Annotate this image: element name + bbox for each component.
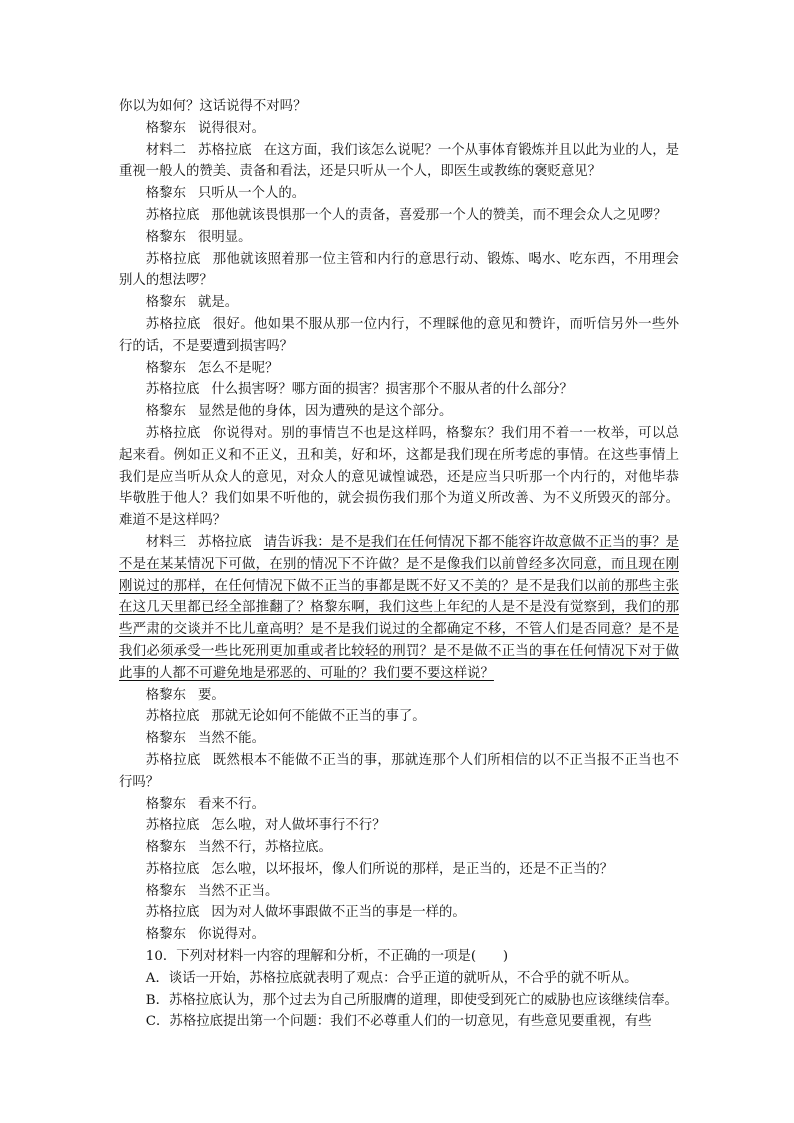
document-paragraph xyxy=(119,205,679,227)
speaker-name: 苏格拉底 xyxy=(145,709,200,725)
speaker-name: 格黎东 xyxy=(145,883,186,899)
speaker-name: 苏格拉底 xyxy=(145,382,200,398)
paragraph-text: 显然是他的身体，因为遭殃的是这个部分。 xyxy=(198,404,453,420)
document-paragraph xyxy=(119,706,679,728)
speaker-name: 苏格拉底 xyxy=(145,251,201,267)
speaker-name: 格黎东 xyxy=(145,731,186,747)
paragraph-text: 你以为如何？这话说得不对吗？ xyxy=(119,99,307,114)
paragraph-text: 那他就该畏惧那一个人的责备，喜爱那一个人的赞美，而不理会众人之见啰？ xyxy=(211,207,667,223)
underlined-passage-text: 请告诉我：是不是我们在任何情况下都不能容许故意做不正当的事？是不是在某某情况下可做，在别的情况下不许做？是不是像我们以前曾经多次同意，而且现在刚刚说过的那样，在任何情况下做不正当的事都是既不好又不美的？是不是我们以前的那些主张在这几天里都已经全部推翻了？格黎东啊，我们这些上年纪的人是不是没有觉察到，我们的那些严肃的交谈并不比儿童高明？是不是我们说过的全都确定不移，不管人们是否同意？是不是我们必须承受一些比死刑更加重或者比较轻的刑罚？是不是做不正当的事在任何情况下对于做此事的人都不可避免地是邪恶的、可耻的？我们要不要这样说？ xyxy=(119,534,680,681)
paragraph-text: A．谈话一开始，苏格拉底就表明了观点：合乎正道的就听从，不合乎的就不听从。 xyxy=(145,970,638,986)
paragraph-text: 那他就该照着那一位主管和内行的意思行动、锻炼、喝水、吃东西，不用理会别人的想法啰？ xyxy=(119,251,680,289)
document-paragraph xyxy=(119,314,679,358)
speaker-name: 苏格拉底 xyxy=(145,905,200,921)
speaker-name: 苏格拉底 xyxy=(145,425,201,441)
speaker-name: 格黎东 xyxy=(145,295,186,311)
document-paragraph xyxy=(119,292,679,314)
document-paragraph xyxy=(119,859,679,881)
speaker-name: 格黎东 xyxy=(145,186,186,202)
document-paragraph xyxy=(119,379,679,401)
document-paragraph xyxy=(119,902,679,924)
paragraph-text: 既然根本不能做不正当的事，那就连那个人们所相信的以不正当报不正当也不行吗？ xyxy=(119,752,680,790)
document-paragraph xyxy=(119,968,679,990)
document-paragraph xyxy=(119,423,679,532)
document-paragraph xyxy=(119,1011,679,1033)
document-paragraph xyxy=(119,532,679,685)
speaker-name: 格黎东 xyxy=(145,360,186,376)
document-paragraph xyxy=(119,815,679,837)
speaker-name: 格黎东 xyxy=(145,404,186,420)
document-paragraph xyxy=(119,837,679,859)
document-paragraph xyxy=(119,227,679,249)
paragraph-text: 那就无论如何不能做不正当的事了。 xyxy=(211,709,426,725)
speaker-name: 格黎东 xyxy=(145,840,186,856)
speaker-name: 格黎东 xyxy=(145,687,186,703)
paragraph-text: 怎么啦，以坏报坏，像人们所说的那样，是正当的，还是不正当的？ xyxy=(211,861,614,877)
speaker-name: 苏格拉底 xyxy=(145,861,200,877)
paragraph-text: 就是。 xyxy=(198,295,239,311)
document-paragraph xyxy=(119,358,679,380)
speaker-name: 苏格拉底 xyxy=(145,207,200,223)
paragraph-text: B．苏格拉底认为，那个过去为自己所服膺的道理，即使受到死亡的威胁也应该继续信奉。 xyxy=(145,992,678,1008)
document-paragraph xyxy=(119,183,679,205)
paragraph-text: 很好。他如果不服从那一位内行，不理睬他的意见和赞许，而听信另外一些外行的话，不是要遭到损害吗？ xyxy=(119,316,680,354)
document-paragraph xyxy=(119,249,679,293)
paragraph-text: 你说得对。别的事情岂不也是这样吗，格黎东？我们用不着一一枚举，可以总起来看。例如正义和不正义，丑和美，好和坏，这都是我们现在所考虑的事情。在这些事情上我们是应当听从众人的意见，对众人的意见诚惶诚恐，还是应当只听那一个内行的，对他毕恭毕敬胜于他人？我们如果不听他的，就会损伤我们那个为道义所改善、为不义所毁灭的部分。难道不是这样吗？ xyxy=(119,425,680,529)
document-paragraph xyxy=(119,990,679,1012)
speaker-name: 格黎东 xyxy=(145,229,186,245)
document-paragraph xyxy=(119,881,679,903)
document-paragraph xyxy=(119,750,679,794)
paragraph-text: 你说得对。 xyxy=(198,927,265,943)
paragraph-text: 当然不能。 xyxy=(198,731,265,747)
material-label: 材料二 xyxy=(145,142,186,158)
speaker-name: 苏格拉底 xyxy=(145,818,200,834)
document-paragraph xyxy=(119,401,679,423)
document-page xyxy=(119,96,679,1033)
paragraph-text: 当然不行，苏格拉底。 xyxy=(198,840,332,856)
document-paragraph xyxy=(119,794,679,816)
speaker-name: 格黎东 xyxy=(145,796,186,812)
speaker-name: 格黎东 xyxy=(145,120,186,136)
paragraph-text: 要。 xyxy=(198,687,225,703)
speaker-name: 苏格拉底 xyxy=(145,752,201,768)
paragraph-text: C．苏格拉底提出第一个问题：我们不必尊重人们的一切意见，有些意见要重视，有些 xyxy=(145,1014,652,1030)
paragraph-text: 在这方面，我们该怎么说呢？一个从事体育锻炼并且以此为业的人，是重视一般人的赞美、责备和看法，还是只听从一个人，即医生或教练的褒贬意见？ xyxy=(119,142,680,180)
paragraph-text: 怎么不是呢？ xyxy=(198,360,279,376)
paragraph-text: 当然不正当。 xyxy=(198,883,279,899)
material-label: 材料三 xyxy=(145,534,186,550)
document-paragraph xyxy=(119,118,679,140)
document-paragraph xyxy=(119,946,679,968)
paragraph-text: 很明显。 xyxy=(198,229,252,245)
document-paragraph xyxy=(119,924,679,946)
paragraph-text: 什么损害呀？哪方面的损害？损害那个不服从者的什么部分？ xyxy=(211,382,573,398)
document-paragraph xyxy=(119,728,679,750)
paragraph-text: 怎么啦，对人做坏事行不行？ xyxy=(211,818,386,834)
paragraph-text: 只听从一个人的。 xyxy=(198,186,306,202)
paragraph-text: 说得很对。 xyxy=(198,120,265,136)
document-paragraph xyxy=(119,96,679,118)
paragraph-text: 因为对人做坏事跟做不正当的事是一样的。 xyxy=(211,905,466,921)
paragraph-text: 看来不行。 xyxy=(198,796,265,812)
speaker-name: 苏格拉底 xyxy=(198,142,252,158)
speaker-name: 苏格拉底 xyxy=(145,316,201,332)
speaker-name: 苏格拉底 xyxy=(198,534,252,550)
document-paragraph xyxy=(119,685,679,707)
paragraph-text: 10．下列对材料一内容的理解和分析，不正确的一项是( ) xyxy=(145,949,509,965)
document-paragraph xyxy=(119,140,679,184)
speaker-name: 格黎东 xyxy=(145,927,186,943)
